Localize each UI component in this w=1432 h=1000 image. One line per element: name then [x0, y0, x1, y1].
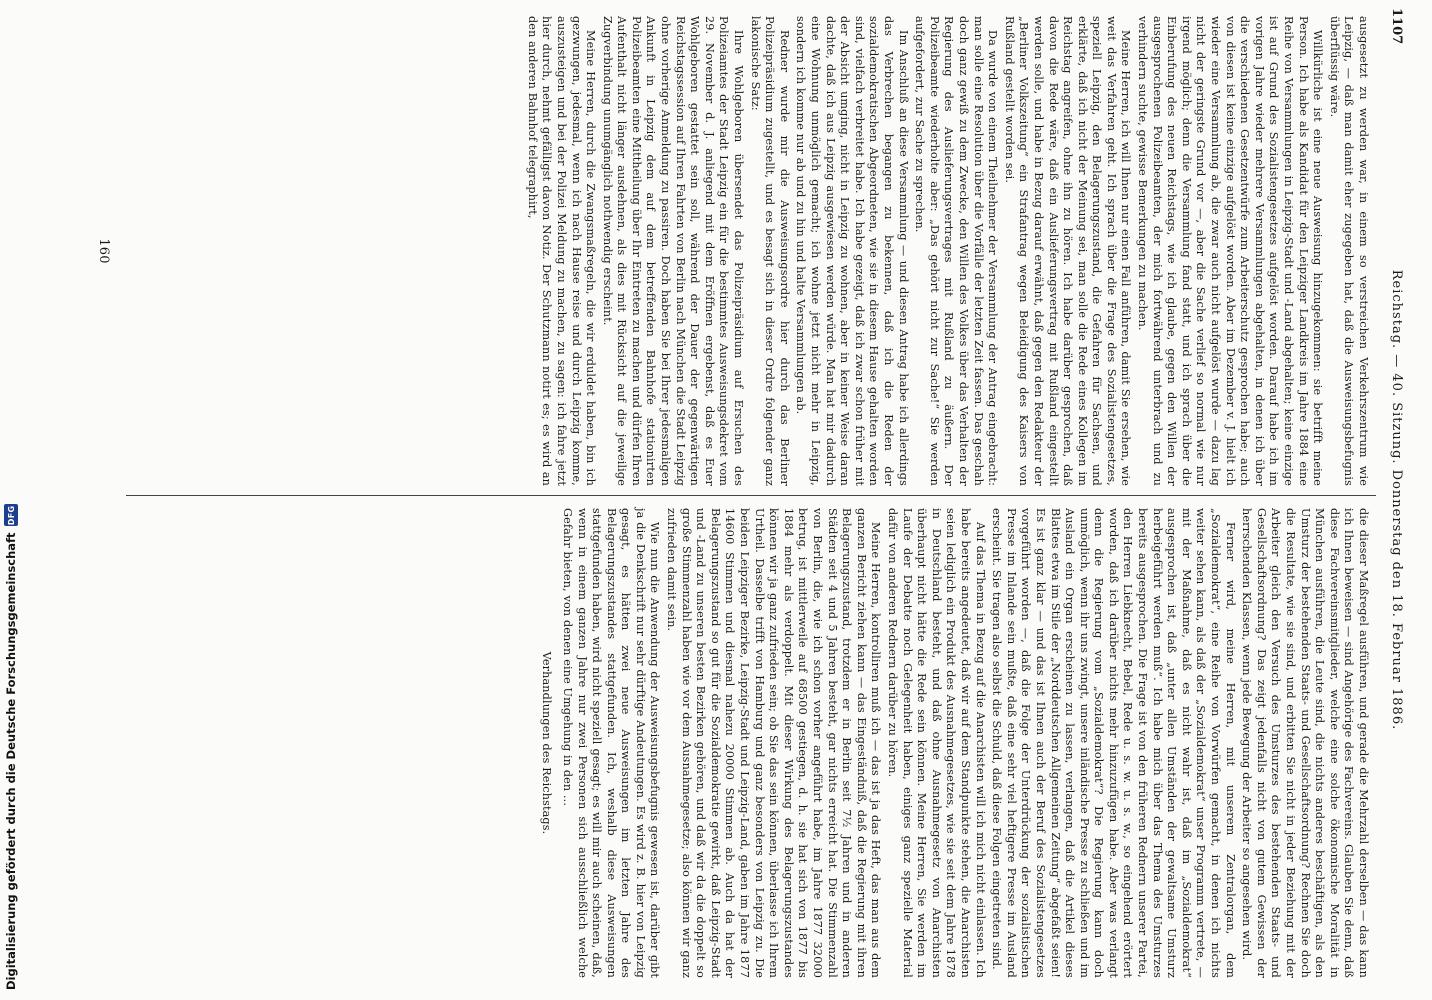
rotated-page-content — [80, 8, 1410, 992]
column-divider — [126, 495, 1376, 496]
running-title: Reichstag. — 40. Sitzung. Donnerstag den 18. Februar 1886. — [1389, 269, 1404, 731]
attribution-text: Digitalisierung gefördert durch die Deutsche Forschungsgemeinschaft — [4, 532, 18, 990]
text-column-left — [96, 16, 1370, 486]
paragraph: Redner wurde mir die Ausweisungsordre hier durch das Berliner Polizeipräsidium zugestellt, und es besagt sich in dieser Ordre folgender ganz lakonische Satz: — [748, 16, 791, 486]
sheet-signature: 160 — [96, 238, 111, 264]
paragraph: Ferner wird, meine Herren, mit unserem Zentralorgan, dem „Sozialdemokrat“, eine Reihe von Vorwürfen gemacht, in denen ich nichts weiter sehen kann, als daß der „Sozialdemokrat“ unser Programm vertrete, — mit der Maßnahme, daß es nicht wahr ist, daß im „Sozialdemokrat“ ausgesprochen ist, daß „unter allen Umständen der gewaltsame Umsturz herbeigeführt werden muß“. Ich habe mich über das Thema des Umsturzes bereits ausgesprochen. Die Frage ist von den früheren Rednern unserer Partei, den Herren Liebknecht, Bebel, Rede u. s. w. u. s. w., so eingehend erörtert worden, daß ich darüber nichts mehr hinzuzufügen habe. Aber was verlangt denn die Regierung vom „Sozialdemokrat“? Die Regierung kann doch unmöglich, wenn ihr uns zwingt, unsere inländische Presse zu schließen und im Ausland ein Organ erscheinen zu lassen, verlangen, daß die Artikel dieses Blattes etwa im Stile der „Norddeutschen Allgemeinen Zeitung“ abgefaßt seien! Es ist ganz klar — und das ist Ihnen auch der Beruf des Sozialistengesetzes vorgeführt worden —, daß die Folge der Unterdrückung der sozialistischen Presse im Inlande sein mußte, daß eine sehr viel heftigere Presse im Ausland erscheint. Sie tragen also selbst die Schuld, daß diese Folgen eingetreten sind. — [990, 508, 1237, 978]
paragraph: Im Anschluß an diese Versammlung — und diesen Antrag habe ich allerdings das Verbrechen begangen zu bekennen, daß ich die Reden der sozialdemokratischen Abgeordneten, wie sie in diesem Hause gehalten worden sind, vielfach verbreitet habe. Ich habe gezeigt, daß ich zwar schon früher mit der Absicht umging, nicht in Leipzig zu wohnen, aber in keiner Weise daran dachte, daß ich aus Leipzig ausgewiesen werden würde. Man hat mir dadurch eine Wohnung unmöglich gemacht; ich wohne jetzt nicht mehr in Leipzig, sondern ich komme nur ab und zu hin und halte Versammlungen ab. — [794, 16, 910, 486]
quoted-paragraph: Ihre Wohlgeboren übersendet das Polizeipräsidium auf Ersuchen des Polizeiamtes der Stadt Leipzig ein für die bestimmtes Ausweisungsdekret vom 29. November d. J. anliegend mit dem Eröffnen ergebenst, daß es Euer Wohlgeboren gestattet sein soll, während der Dauer der gegenwärtigen Reichstagssession auf Ihren Fahrten von Berlin nach München die Stadt Leipzig ohne vorherige Anmeldung zu passiren. Doch haben Sie bei Ihrer jedesmaligen Ankunft in Leipzig dem auf dem betreffenden Bahnhofe stationirten Polizeibeamten eine Mittheilung über Ihr Eintreten zu machen und dürfen Ihren Aufenthalt nicht länger ausdehnen, als dies mit Rücksicht auf die jeweilige Zugverbindung unumgänglich nothwendig erscheint. — [600, 16, 746, 486]
paragraph: die dieser Maßregel ausführen, und gerade die Mehrzahl derselben — das kann ich Ihnen beweisen — sind Angehörige des Fachvereins. Glauben Sie denn, daß diese Fachvereinsmitglieder, welche eine solche ökonomische Moralität in München ausführen, die Leute sind, die nichts anderes beschäftigen, als den Umsturz der bestehenden Staats- und Gesellschaftsordnung? Rechnen Sie doch die Resultate, wie sie sind, und erbitten Sie nicht in jeder Beziehung mit der Arbeiter gleich den Versuch des Umsturzes des bestehenden Staats- und Gesellschaftsordnung? Das zeigt jedenfalls nicht von gutem Gewissen der herrschenden Klassen, wenn jede Bewegung der Arbeiter so angesehen wird. — [1240, 508, 1370, 978]
digitization-footer — [4, 504, 18, 990]
paragraph: Meine Herren, kontrolliren muß ich — das ist ja das Heft, das man aus dem ganzen Bericht ziehen kann — das Eingeständniß, daß die Regierung mit ihren Belagerungszustand, trotzdem er in Berlin seit 7½ Jahren und in anderen Städten seit 4 und 5 Jahren besteht, gar nichts erreicht hat. Die Stimmenzahl von Berlin, die, wie ich schon vorher angeführt habe, im Jahre 1877 32000 betrug, ist mittlerweile auf 68500 gestiegen, d. h. sie hat sich von 1877 bis 1884 mehr als verdoppelt. Mit dieser Wirkung des Belagerungszustandes können wir ja ganz zufrieden sein; ob Sie das sein können, überlasse ich Ihrem Urtheil. Dasselbe trifft von Hamburg und ganz besonders von Leipzig zu. Die beiden Leipziger Bezirke, Leipzig-Stadt und Leipzig-Land, gaben im Jahre 1877 14600 Stimmen und diesmal nahezu 20000 Stimmen ab. Auch da hat der Belagerungszustand so gut für die Sozialdemokratie gewirkt, daß Leipzig-Stadt und -Land zu unseren besten Bezirken gehören, und daß wir da die doppelt so große Stimmenzahl haben wie vor dem Ausnahmegesetze; also können wir ganz zufrieden damit sein. — [665, 508, 883, 978]
paragraph: Auf das Thema in Bezug auf die Anarchisten will ich mich nicht einlassen. Ich habe bereits angedeutet, daß wir auf dem Standpunkte stehen, die Anarchisten seien lediglich ein Produkt des Ausnahmegesetzes, wie sie seit dem Jahre 1878 in Deutschland besteht, und daß ohne Ausnahmegesetz von Anarchisten überhaupt nicht hätte die Rede sein können. Meine Herren, Sie werden im Laufe der Debatte noch Gelegenheit haben, einiges ganz spezielle Material dafür von anderen Rednern darüber zu hören. — [886, 508, 987, 978]
paragraph: Willkürliche ist eine neue Ausweisung hinzugekommen: sie betrifft meine Person. Ich habe als Kandidat für den Leipziger Landkreis im Jahre 1884 eine Reihe von Versammlungen in Leipzig-Stadt und -Land abgehalten; keine einzige ist auf Grund des Sozialistengesetzes aufgelöst worden. Darauf habe ich im vorigen Jahre wieder mehrere Versammlungen abgehalten, in denen ich über die verschiedenen Gesetzentwürfe zum Arbeiterschutz gesprochen habe; auch von diesen ist keine einzige aufgelöst worden. Aber im Dezember v. J. hielt ich wieder eine Versammlung ab, die zwar auch nicht aufgelöst wurde — dazu lag nicht der geringste Grund vor —, aber die Sache verlief so normal wie nur irgend möglich; denn die Versammlung fand statt, und ich sprach über die Einberufung des neuen Reichstags, wie ich glaube, gegen den Willen der ausgesprochenen Polizeibeamten, der mich fortwährend unterbrach und zu verhindern suchte, gewisse Bemerkungen zu machen. — [1136, 16, 1325, 486]
page-header — [1382, 8, 1410, 992]
page-number: 1107 — [1389, 8, 1404, 45]
paragraph: Da wurde von einem Theilnehmer der Versammlung der Antrag eingebracht: man solle eine Resolution über die Vorfälle der letzten Zeit fassen. Das geschah doch ganz gewiß zu dem Zwecke, den Willen des Volkes über das Verhalten der Regierung des Auslieferungsvertrages mit Rußland zu äußern. Der Polizeibeamte wiederholte aber: „Das gehört nicht zur Sache!“ Sie werden aufgefordert, zur Sache zu sprechen. — [913, 16, 1000, 486]
paragraph: Wie nun die Anwendung der Ausweisungsbefugnis gewesen ist, darüber gibt ja die Denkschrift nur sehr dürftige Andeutungen. Es wird z. B. hier von Leipzig gesagt, es hätten zwei neue Ausweisungen im letzten Jahre des Belagerungszustandes stattgefunden. Ich, weshalb diese Ausweisungen stattgefunden haben, wird nicht speziell gesagt; es will mir auch scheinen, daß, wenn in einem ganzen Jahre nur zwei Personen sich ausschließlich welche Gefahr bieten, von denen eine Umgehung in den ... — [560, 508, 662, 978]
text-column-right — [100, 508, 1370, 978]
dfg-logo-icon: DFG — [4, 504, 18, 526]
footnote: Verhandlungen des Reichstags. — [540, 651, 554, 835]
paragraph: ausgesetzt zu werden war, in einem so verstreichen Verkehrszentrum wie Leipzig, — daß man damit eher zugegeben hat, daß die Ausweisungsbefugnis überflüssig wäre. — [1327, 16, 1370, 486]
paragraph: Meine Herren, durch die Zwangsmaßregeln, die wir erduldet haben, bin ich gezwungen, jedesmal, wenn ich nach Hause reise und durch Leipzig komme, auszusteigen und bei der Polizei Meldung zu machen, zu sagen: ich fahre jetzt hier durch, nehmt gefälligst davon Notiz. Der Schutzmann notirt es; es wird an den anderen Bahnhof telegraphirt, — [525, 16, 598, 486]
paragraph: Meine Herren, ich will Ihnen nur einen Fall anführen, damit Sie ersehen, wie weit das Verfahren geht. Ich sprach über die Frage des Sozialistengesetzes, speziell Leipzig, den Belagerungszustand, die Gefahren für Sachsen, und erklärte, daß ich nicht der Meinung sei, man solle die Rede eines Kollegen im Reichstag angreifen, ohne ihn zu hören. Ich habe darüber gesprochen, daß davon die Rede wäre, daß ein Auslieferungsvertrag mit Rußland eingestellt werden solle, und habe in Bezug darauf erwähnt, daß gegen den Redakteur der „Berliner Volkszeitung“ ein Strafantrag wegen Beleidigung des Kaisers von Rußland gestellt worden sei. — [1002, 16, 1133, 486]
